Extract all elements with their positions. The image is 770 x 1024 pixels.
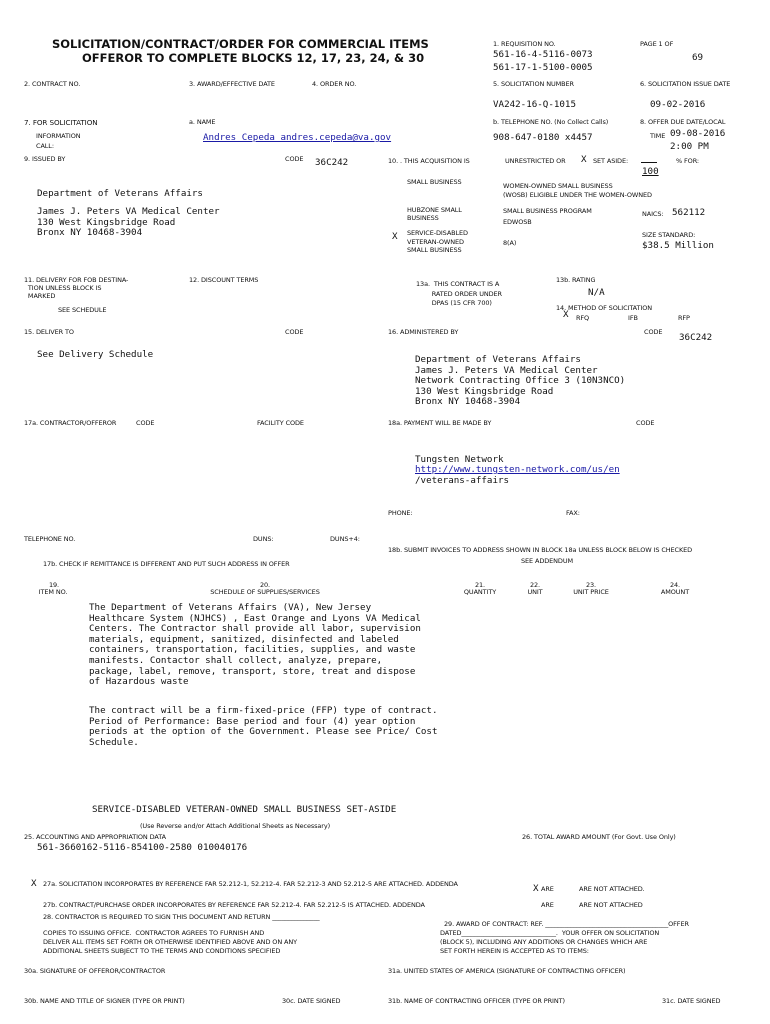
31c-label: 31c. DATE SIGNED [662, 997, 721, 1005]
for-solicitation-label: 7. FOR SOLICITATION [24, 118, 98, 127]
payment-code-label: CODE [636, 419, 655, 427]
wosb-label: WOMEN-OWNED SMALL BUSINESS (WOSB) ELIGIBLE UNDER THE WOMEN-OWNED [503, 182, 652, 199]
schedule-description: The Department of Veterans Affairs (VA), New Jersey Healthcare System (NJHCS) , East Orange and Lyons VA Medical Centers. The Contractor shall provide all labor, supervision materials, equipment, sanitized, disinfected and labeled containers, transportation, facilities, supplies, and waste manifests. Contactor shall collect, analyze, prepare, package, label, remove, transport, store, treat and dispose of Hazardous waste [89, 602, 421, 688]
solicitation-number: VA242-16-Q-1015 [493, 99, 576, 110]
amount-header: AMOUNT [660, 588, 690, 596]
item-no-num: 19. [48, 581, 60, 589]
see-schedule-label: SEE SCHEDULE [58, 306, 107, 314]
quantity-header: QUANTITY [463, 588, 497, 596]
payment-name: Tungsten Network [415, 454, 504, 465]
telephone-label: b. TELEPHONE NO. (No Collect Calls) [493, 118, 609, 126]
rating-value: N/A [588, 287, 605, 298]
facility-code-label: FACILITY CODE [257, 419, 304, 427]
payment-label: 18a. PAYMENT WILL BE MADE BY [388, 419, 492, 427]
size-standard-label: SIZE STANDARD: [642, 231, 696, 239]
issued-code-label: CODE [285, 155, 304, 163]
telephone-value: 908-647-0180 x4457 [493, 132, 593, 143]
supplies-num: 20. [259, 581, 271, 589]
27a-label: 27a. SOLICITATION INCORPORATES BY REFERENCE FAR 52.212-1, 52.212-4. FAR 52.212-3 AND 52.212-5 ARE ATTACHED. ADDENDA [43, 880, 458, 888]
amount-num: 24. [669, 581, 681, 589]
8a-label: 8(A) [503, 239, 517, 247]
award-date-label: 3. AWARD/EFFECTIVE DATE [189, 80, 275, 88]
page-label: PAGE 1 OF [640, 40, 674, 48]
31b-label: 31b. NAME OF CONTRACTING OFFICER (TYPE OR PRINT) [388, 997, 565, 1005]
issued-by-address: James J. Peters VA Medical Center 130 West Kingsbridge Road Bronx NY 10468-3904 [37, 206, 220, 239]
rfp-label: RFP [678, 314, 690, 322]
accounting-value: 561-3660162-5116-854100-2580 010040176 [37, 842, 248, 853]
edwosb-label: EDWOSB [503, 218, 532, 226]
call-label: CALL: [36, 142, 54, 150]
form-subtitle: OFFEROR TO COMPLETE BLOCKS 12, 17, 23, 24, & 30 [82, 51, 425, 65]
schedule-contract-type: The contract will be a firm-fixed-price (FFP) type of contract. Period of Performance: Base period and four (4) year option periods at the option of the Government. Please see Price/ Cost Schedule. [89, 705, 438, 748]
ifb-label: IFB [628, 314, 638, 322]
duns-label: DUNS: [253, 535, 274, 543]
submit-invoices-label: 18b. SUBMIT INVOICES TO ADDRESS SHOWN IN BLOCK 18a UNLESS BLOCK BELOW IS CHECKED [388, 546, 693, 554]
fax-label: FAX: [566, 509, 580, 517]
28-text: COPIES TO ISSUING OFFICE. CONTRACTOR AGREES TO FURNISH AND DELIVER ALL ITEMS SET FORTH OR OTHERWISE IDENTIFIED ABOVE AND ON ANY ADDITIONAL SHEETS SUBJECT TO THE TERMS AND CONDITIONS SPECIFIED [43, 929, 298, 955]
reverse-note: (Use Reverse and/or Attach Additional Sheets as Necessary) [140, 822, 331, 830]
page-total: 69 [692, 52, 704, 63]
duns4-label: DUNS+4: [330, 535, 360, 543]
form-title: SOLICITATION/CONTRACT/ORDER FOR COMMERCIAL ITEMS [52, 37, 429, 51]
remittance-label: 17b. CHECK IF REMITTANCE IS DIFFERENT AND PUT SUCH ADDRESS IN OFFER [43, 560, 290, 568]
29-label: 29. AWARD OF CONTRACT: REF. _______________________________________OFFER [444, 920, 689, 928]
sbp-label: SMALL BUSINESS PROGRAM [503, 207, 592, 215]
administered-by-address: Department of Veterans Affairs James J. Peters VA Medical Center Network Contracting Office 3 (10N3NCO) 130 West Kingsbridge Road Bronx NY 10468-3904 [415, 354, 626, 408]
rfq-label: RFQ [576, 314, 590, 322]
contractor-code-label: CODE [136, 419, 155, 427]
27b-are-label: ARE [541, 901, 554, 909]
see-addendum-label: SEE ADDENDUM [521, 557, 574, 565]
naics-label: NAICS: [642, 210, 664, 218]
rating-label: 13b. RATING [556, 276, 596, 284]
acquisition-label: 10. . THIS ACQUISITION IS [388, 157, 470, 165]
contact-name-email[interactable]: Andres Cepeda andres.cepeda@va.gov [203, 132, 392, 143]
27a-are-check: X [533, 883, 539, 894]
total-award-label: 26. TOTAL AWARD AMOUNT (For Govt. Use Only) [522, 833, 676, 841]
29-text: DATED______________________________. YOUR OFFER ON SOLICITATION (BLOCK 5), INCLUDING ANY ADDITIONS OR CHANGES WHICH ARE SET FORTH HEREIN IS ACCEPTED AS TO ITEMS: [440, 929, 660, 955]
unrestricted-label: UNRESTRICTED OR [505, 157, 566, 165]
contract-no-label: 2. CONTRACT NO. [24, 80, 81, 88]
percent-for-label: % FOR: [676, 157, 700, 165]
information-label: INFORMATION [36, 132, 81, 140]
set-aside-percent: 100 [642, 166, 659, 177]
admin-code-label: CODE [644, 328, 663, 336]
deliver-to-value: See Delivery Schedule [37, 349, 154, 360]
order-no-label: 4. ORDER NO. [312, 80, 357, 88]
name-label: a. NAME [189, 118, 216, 126]
unit-price-header: UNIT PRICE [573, 588, 609, 596]
time-label: TIME [650, 132, 666, 140]
hubzone-label: HUBZONE SMALL BUSINESS [407, 206, 462, 222]
rfq-check: X [563, 309, 569, 320]
requisition-number-1: 561-16-4-5116-0073 [493, 49, 593, 60]
contractor-label: 17a. CONTRACTOR/OFFEROR [24, 419, 117, 427]
set-aside-statement: SERVICE-DISABLED VETERAN-OWNED SMALL BUSINESS SET-ASIDE [92, 804, 397, 815]
size-standard-value: $38.5 Million [642, 240, 714, 251]
set-aside-label: SET ASIDE: [593, 157, 629, 165]
naics-value: 562112 [672, 207, 706, 218]
solicitation-date-label: 6. SOLICITATION ISSUE DATE [640, 80, 731, 88]
sdvosb-check: X [392, 231, 398, 242]
payment-url-link[interactable]: http://www.tungsten-network.com/us/en [415, 464, 620, 475]
31a-label: 31a. UNITED STATES OF AMERICA (SIGNATURE OF CONTRACTING OFFICER) [388, 967, 626, 975]
27b-not-attached: ARE NOT ATTACHED [579, 901, 643, 909]
supplies-header: SCHEDULE OF SUPPLIES/SERVICES [210, 588, 320, 596]
rated-order-label: 13a. THIS CONTRACT IS A RATED ORDER UNDER DPAS (15 CFR 700) [416, 280, 502, 307]
27a-are-label: ARE [541, 885, 554, 893]
delivery-label: 11. DELIVERY FOR FOB DESTINA- TION UNLESS BLOCK IS MARKED [24, 276, 129, 300]
requisition-number-2: 561-17-1-5100-0005 [493, 62, 593, 73]
discount-terms-label: 12. DISCOUNT TERMS [189, 276, 259, 284]
item-no-header: ITEM NO. [38, 588, 68, 596]
sdvosb-label: SERVICE-DISABLED VETERAN-OWNED SMALL BUSINESS [407, 229, 468, 254]
issued-by-label: 9. ISSUED BY [24, 155, 66, 163]
accounting-label: 25. ACCOUNTING AND APPROPRIATION DATA [24, 833, 166, 841]
unit-price-num: 23. [585, 581, 597, 589]
telephone-no-label: TELEPHONE NO. [24, 535, 76, 543]
admin-code: 36C242 [679, 332, 713, 343]
quantity-num: 21. [474, 581, 486, 589]
offer-due-time: 2:00 PM [670, 141, 709, 152]
30a-label: 30a. SIGNATURE OF OFFEROR/CONTRACTOR [24, 967, 166, 975]
method-label: 14. METHOD OF SOLICITATION [556, 304, 652, 312]
percent-line [641, 162, 657, 163]
27a-not-attached: ARE NOT ATTACHED. [579, 885, 645, 893]
unit-header: UNIT [527, 588, 543, 596]
issued-by-name: Department of Veterans Affairs [37, 188, 203, 199]
phone-label: PHONE: [388, 509, 413, 517]
28-label: 28. CONTRACTOR IS REQUIRED TO SIGN THIS DOCUMENT AND RETURN _______________ [43, 913, 320, 921]
deliver-code-label: CODE [285, 328, 304, 336]
offer-due-date: 09-08-2016 [670, 128, 726, 139]
unit-num: 22. [529, 581, 541, 589]
solicitation-number-label: 5. SOLICITATION NUMBER [493, 80, 574, 88]
30c-label: 30c. DATE SIGNED [282, 997, 341, 1005]
offer-due-label: 8. OFFER DUE DATE/LOCAL [640, 118, 726, 126]
solicitation-date: 09-02-2016 [650, 99, 706, 110]
requisition-label: 1. REQUISITION NO. [493, 40, 556, 48]
issued-code: 36C242 [315, 157, 349, 168]
30b-label: 30b. NAME AND TITLE OF SIGNER (TYPE OR PRINT) [24, 997, 185, 1005]
administered-by-label: 16. ADMINISTERED BY [388, 328, 459, 336]
deliver-to-label: 15. DELIVER TO [24, 328, 74, 336]
set-aside-check: X [581, 154, 587, 165]
payment-url-path: /veterans-affairs [415, 475, 510, 486]
27b-label: 27b. CONTRACT/PURCHASE ORDER INCORPORATES BY REFERENCE FAR 52.212-4. FAR 52.212-5 IS ATTACHED. ADDENDA [43, 901, 425, 909]
small-business-label: SMALL BUSINESS [407, 178, 462, 186]
27a-check: X [31, 878, 37, 889]
